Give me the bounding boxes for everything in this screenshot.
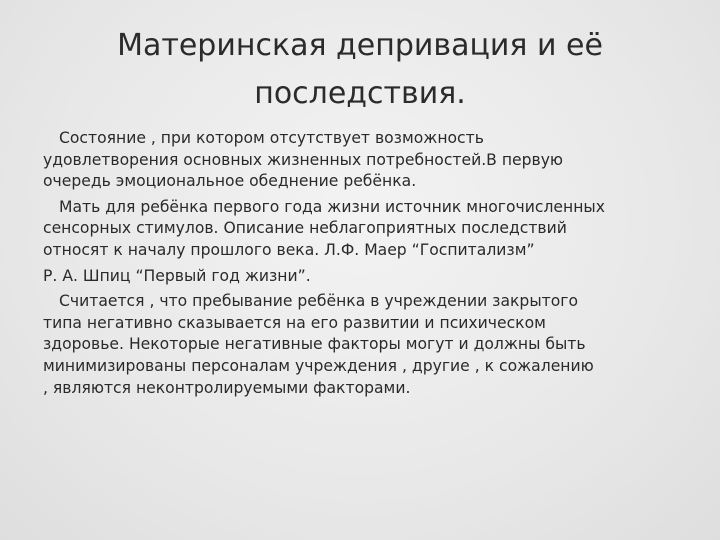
paragraph-4-line-1: Считается , что пребывание ребёнка в учреждении закрытого [59, 292, 579, 311]
paragraph-4-line-5: , являются неконтролируемыми факторами. [43, 378, 411, 397]
slide-body [43, 128, 683, 403]
paragraph-2 [43, 197, 683, 262]
paragraph-1-line-1: Состояние , при котором отсутствует возможность [59, 129, 484, 147]
paragraph-2-line-3: относят к началу прошлого века. Л.Ф. Маер “Госпитализм” [43, 240, 535, 259]
paragraph-1-line-2: удовлетворения основных жизненных потребностей.В первую [43, 150, 564, 169]
paragraph-4-line-4: минимизированы персоналам учреждения , другие , к сожалению [43, 356, 594, 375]
paragraph-2-line-2: сенсорных стимулов. Описание неблагоприятных последствий [43, 219, 567, 238]
paragraph-1-line-3: очередь эмоциональное обеднение ребёнка. [43, 172, 417, 191]
paragraph-1 [43, 128, 683, 193]
paragraph-4-line-3: здоровье. Некоторые негативные факторы могут и должны быть [43, 335, 586, 354]
slide-title-line-1: Материнская депривация и её [117, 28, 603, 63]
paragraph-3 [43, 266, 683, 288]
paragraph-3-line-1: Р. А. Шпиц “Первый год жизни”. [43, 266, 311, 285]
paragraph-2-line-1: Мать для ребёнка первого года жизни источник многочисленных [59, 197, 605, 216]
paragraph-4-line-2: типа негативно сказывается на его развитии и психическом [43, 313, 546, 332]
paragraph-4 [43, 291, 683, 399]
slide-title-line-2: последствия. [254, 76, 466, 111]
slide-title [60, 22, 660, 118]
